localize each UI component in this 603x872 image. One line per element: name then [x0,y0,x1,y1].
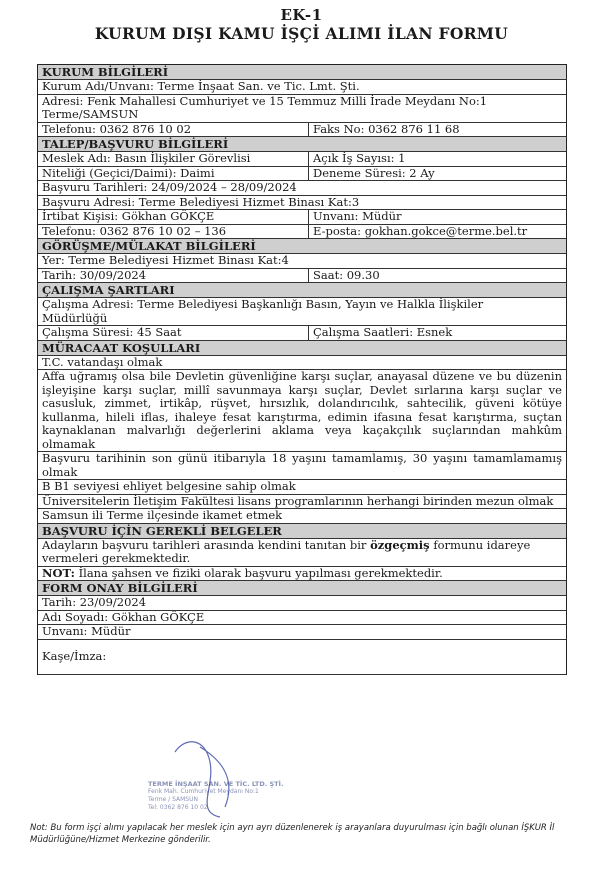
company-stamp [148,780,298,828]
condition-citizenship: T.C. vatandaşı olmak [42,355,163,369]
approval-signature-label: Kaşe/İmza: [42,649,107,663]
job-posting-form [37,64,567,675]
kurum-phone: Telefonu: 0362 876 10 02 [38,123,309,137]
form-code: EK-1 [280,6,323,24]
kurum-fax: Faks No: 0362 876 11 68 [313,122,460,136]
stamp-line-4: Tel: 0362 876 10 02 [148,804,208,811]
section-belgeler: BAŞVURU İÇİN GEREKLİ BELGELER [38,524,566,539]
approval-title: Unvanı: Müdür [42,625,131,638]
kurum-name: Kurum Adı/Unvanı: Terme İnşaat San. ve Tic. Lmt. Şti. [42,80,360,93]
stamp-line-2: Fenk Mah. Cumhuriyet Meydanı No:1 [148,788,259,795]
stamp-line-1: TERME İNŞAAT SAN. VE TİC. LTD. ŞTİ. [148,780,284,788]
contact-email: E-posta: gokhan.gokce@terme.bel.tr [313,224,528,238]
condition-criminal-record: Affa uğramış olsa bile Devletin güvenliğine karşı suçlar, anayasal düzene ve bu düzenin işleyişine karşı suçlar, millî savunmaya karşı suçlar, Devlet sırlarına karşı suçlar ve casusluk, zimmet, irtikâp, rüşvet, hırsızlık, dolandırıcılık, sahtecilik, güveni kötüye kullanma, hileli iflas, ihaleye fesat karıştırma, edimin ifasına fesat karıştırma, suçtan kaynaklanan malvarlığı değerlerini aklama veya kaçakçılık suçlarından mahkûm olmamak [42,370,562,451]
application-address: Başvuru Adresi: Terme Belediyesi Hizmet Binası Kat:3 [42,195,360,209]
application-dates: Başvuru Tarihleri: 24/09/2024 – 28/09/2024 [42,181,297,194]
stamp-line-3: Terme / SAMSUN [148,796,198,803]
job-title: Meslek Adı: Basın İlişkiler Görevlisi [38,152,309,166]
documents-text-b: formunu idareye vermeleri gerekmektedir. [42,538,531,565]
trial-period: Deneme Süresi: 2 Ay [313,166,435,180]
approval-name: Adı Soyadı: Gökhan GÖKÇE [42,610,205,624]
condition-age: Başvuru tarihinin son günü itibarıyla 18 yaşını tamamlamış, 30 yaşını tamamlamamış olmak [42,452,562,479]
interview-place: Yer: Terme Belediyesi Hizmet Binası Kat:4 [42,254,289,267]
work-address-line2: Müdürlüğü [42,311,108,325]
contact-phone: Telefonu: 0362 876 10 02 – 136 [38,225,309,239]
documents-note-label: NOT: [42,566,75,580]
section-calisma: ÇALIŞMA ŞARTLARI [38,283,566,298]
condition-residence: Samsun ili Terme ilçesinde ikamet etmek [42,509,283,522]
interview-date: Tarih: 30/09/2024 [38,269,309,283]
section-kurum: KURUM BİLGİLERİ [38,65,566,80]
kurum-address-line1: Adresi: Fenk Mahallesi Cumhuriyet ve 15 Temmuz Milli İrade Meydanı No:1 [42,94,488,108]
section-talep: TALEP/BAŞVURU BİLGİLERİ [38,137,566,152]
required-documents [38,539,566,566]
contact-title: Unvanı: Müdür [313,210,402,223]
interview-time: Saat: 09.30 [313,268,380,282]
work-duration: Çalışma Süresi: 45 Saat [38,326,309,340]
job-nature: Niteliği (Geçici/Daimi): Daimi [38,167,309,181]
section-kosullar: MÜRACAAT KOŞULLARI [38,341,566,356]
work-address-line1: Çalışma Adresi: Terme Belediyesi Başkanlığı Basın, Yayın ve Halkla İlişkiler [42,298,484,311]
footer-note: Not: Bu form işçi alımı yapılacak her meslek için ayrı ayrı düzenlenerek iş arayanlara duyurulması için bağlı olunan İŞKUR İl Müdürlüğüne/Hizmet Merkezine gönderilir. [30,823,555,845]
section-onay: FORM ONAY BİLGİLERİ [38,581,566,596]
contact-person: İrtibat Kişisi: Gökhan GÖKÇE [38,210,309,224]
documents-text-a: Adayların başvuru tarihleri arasında kendini tanıtan bir [42,538,367,552]
condition-education: Üniversitelerin İletişim Fakültesi lisans programlarının herhangi birinden mezun olmak [42,494,554,508]
documents-note-text: İlana şahsen ve fiziki olarak başvuru yapılması gerekmektedir. [78,566,443,580]
kurum-address-line2: Terme/SAMSUN [42,108,139,121]
condition-license: B B1 seviyesi ehliyet belgesine sahip olmak [42,480,296,493]
documents-note [38,567,566,581]
documents-cv-keyword: özgeçmiş [370,538,430,552]
open-positions: Açık İş Sayısı: 1 [313,152,406,165]
section-gorusme: GÖRÜŞME/MÜLAKAT BİLGİLERİ [38,239,566,254]
work-hours: Çalışma Saatleri: Esnek [313,326,453,339]
form-title: KURUM DIŞI KAMU İŞÇİ ALIMI İLAN FORMU [94,24,509,43]
approval-date: Tarih: 23/09/2024 [42,596,147,609]
